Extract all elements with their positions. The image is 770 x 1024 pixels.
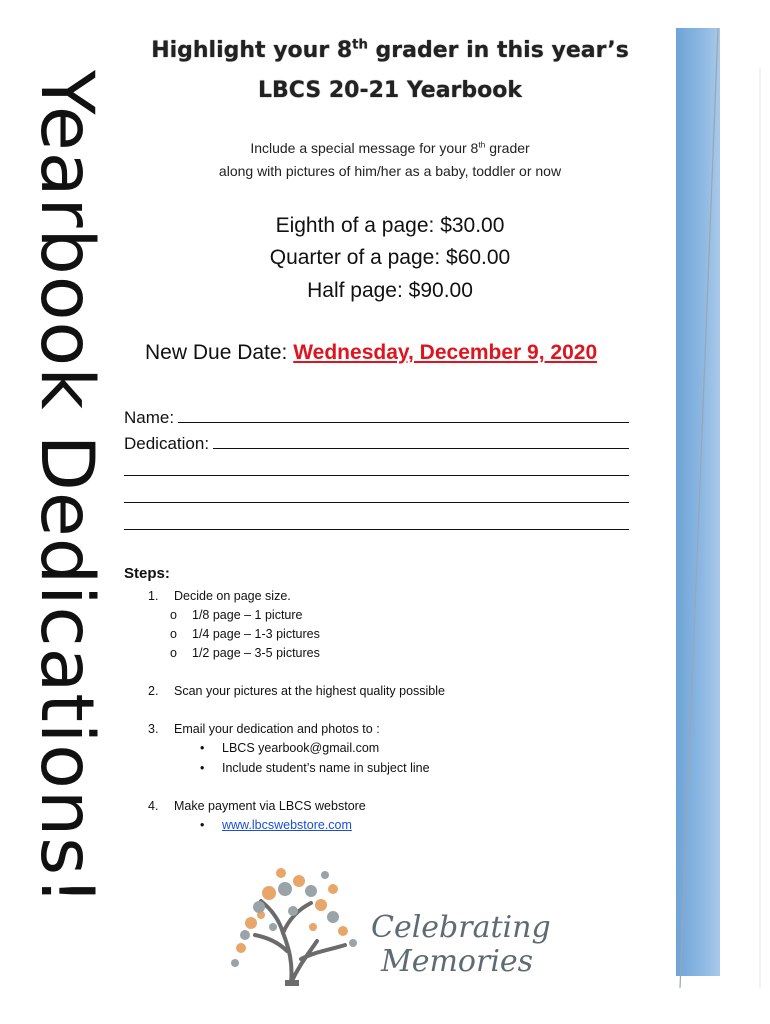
step-3: 3. Email your dedication and photos to : xyxy=(148,722,380,736)
name-label: Name: xyxy=(124,408,175,427)
name-blank[interactable] xyxy=(178,422,629,423)
step-1-option-eighth: o 1/8 page – 1 picture xyxy=(170,608,303,622)
name-field[interactable] xyxy=(124,404,629,428)
header-line-2: LBCS 20-21 Yearbook xyxy=(258,78,522,103)
price-eighth-page: Eighth of a page: $30.00 xyxy=(275,214,505,237)
celebrating-memories-logo xyxy=(221,853,551,988)
dedication-field[interactable] xyxy=(124,430,629,454)
step-2: 2. Scan your pictures at the highest quality possible xyxy=(148,684,445,698)
due-date-line xyxy=(145,341,597,365)
intro-line-2: along with pictures of him/her as a baby, toddler or now xyxy=(218,163,562,179)
dedication-blank[interactable] xyxy=(213,448,629,449)
dedication-line-2[interactable] xyxy=(124,457,629,481)
intro-line-1: Include a special message for your 8th grader xyxy=(250,139,530,156)
decorative-diagonal-line xyxy=(660,28,764,998)
step-1: 1. Decide on page size. xyxy=(148,589,291,603)
steps-title: Steps: xyxy=(124,565,170,582)
dedication-line-3[interactable] xyxy=(124,484,629,508)
step-3-subject-note: • Include student’s name in subject line xyxy=(200,761,430,775)
step-4-webstore: • www.lbcswebstore.com xyxy=(200,818,352,832)
price-quarter-page: Quarter of a page: $60.00 xyxy=(269,246,511,269)
step-4: 4. Make payment via LBCS webstore xyxy=(148,799,366,813)
side-title: Yearbook Dedications! xyxy=(24,70,109,907)
due-date-label: New Due Date: xyxy=(145,341,294,364)
dedication-label: Dedication: xyxy=(124,434,210,453)
webstore-link[interactable]: www.lbcswebstore.com xyxy=(222,818,352,832)
dedication-line-4[interactable] xyxy=(124,511,629,535)
header-line-1: Highlight your 8th grader in this year’s xyxy=(151,37,629,63)
tree-logo-graphic xyxy=(221,853,551,988)
step-3-email: • LBCS yearbook@gmail.com xyxy=(200,741,380,755)
logo-line-1: Celebrating xyxy=(371,910,551,945)
step-1-option-quarter: o 1/4 page – 1-3 pictures xyxy=(170,627,320,641)
price-half-page: Half page: $90.00 xyxy=(307,279,473,302)
step-1-option-half: o 1/2 page – 3-5 pictures xyxy=(170,646,320,660)
due-date-value: Wednesday, December 9, 2020 xyxy=(293,341,598,364)
logo-line-2: Memories xyxy=(381,944,534,979)
